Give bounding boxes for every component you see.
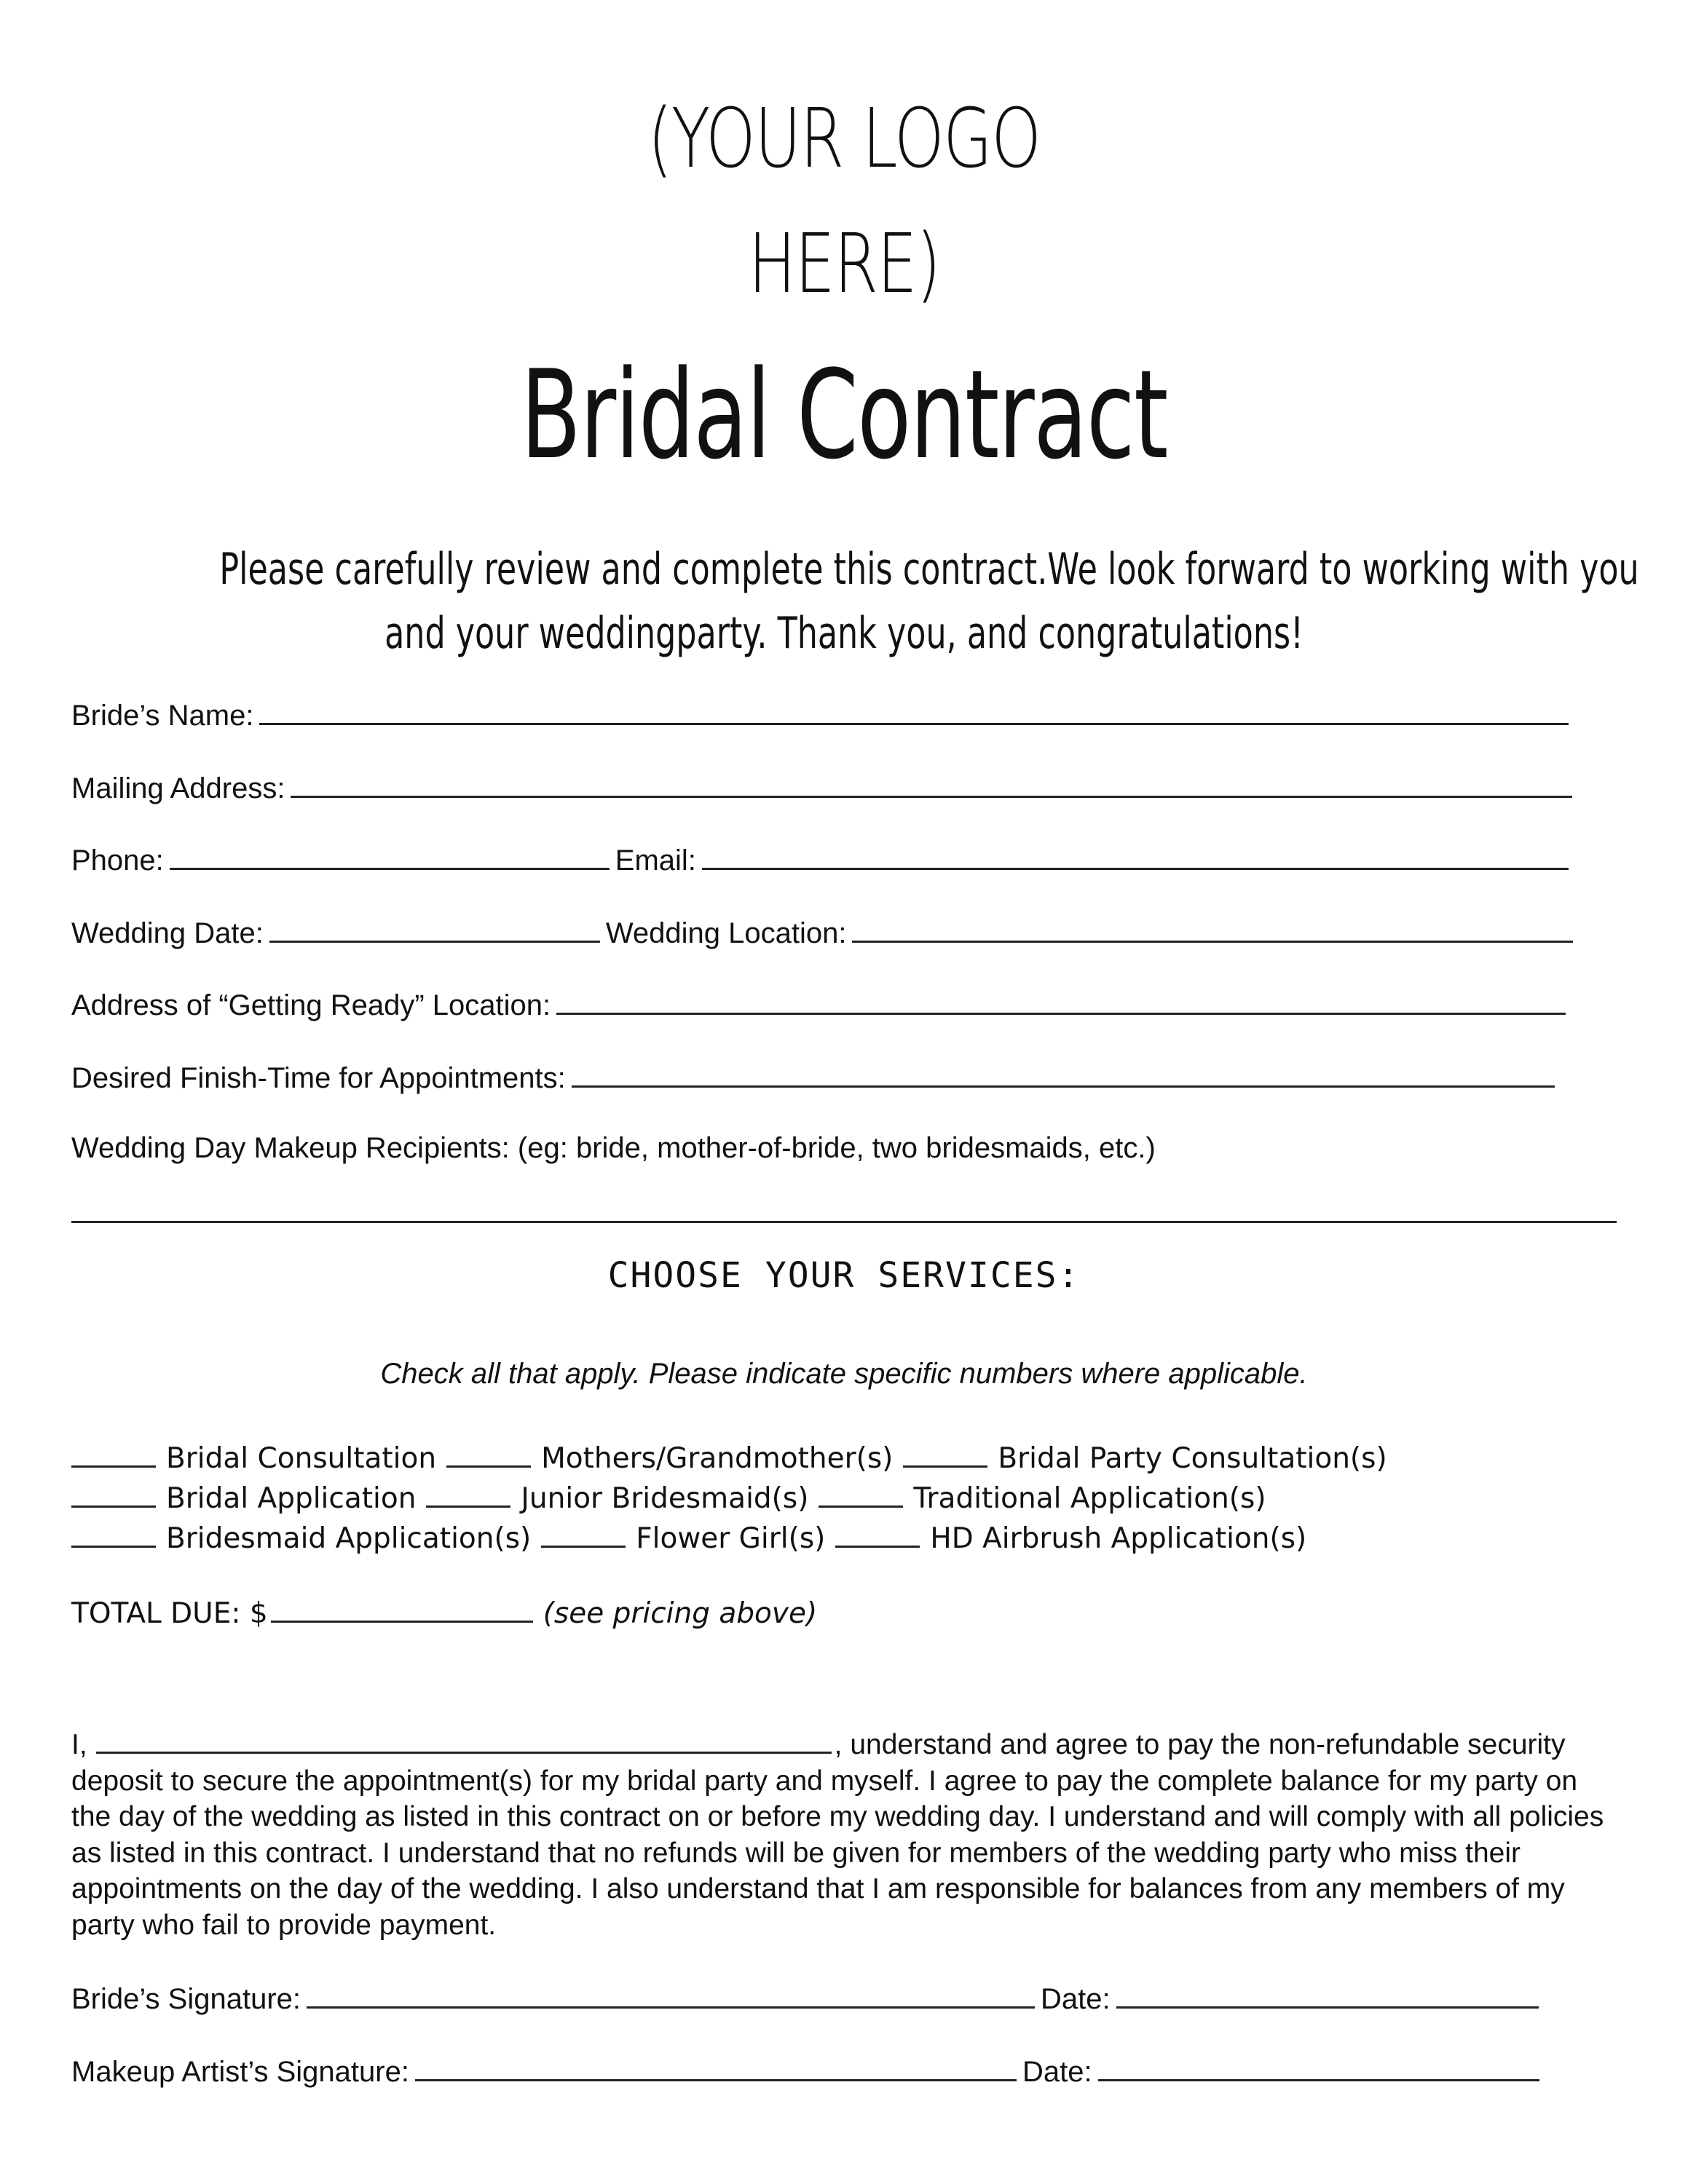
bridesmaid-application-label: Bridesmaid Application(s): [166, 1522, 532, 1555]
finish-time-row: [71, 1058, 1561, 1096]
getting-ready-label: Address of “Getting Ready” Location:: [71, 989, 551, 1021]
phone-field[interactable]: [170, 840, 610, 870]
junior-bridesmaid-checkbox[interactable]: [426, 1479, 510, 1508]
wedding-date-location-row: [71, 913, 1579, 951]
bridesmaid-application-checkbox[interactable]: [71, 1519, 156, 1548]
makeup-recipients-label: Wedding Day Makeup Recipients: (eg: bride, mother-of-bride, two bridesmaids, etc.): [71, 1132, 1156, 1164]
mothers-grandmothers-checkbox[interactable]: [446, 1439, 531, 1468]
services-row-3: [71, 1519, 1317, 1559]
logo-line-1: (YOUR LOGO: [647, 92, 1041, 186]
traditional-application-checkbox[interactable]: [819, 1479, 903, 1508]
bridal-party-consultation-checkbox[interactable]: [903, 1439, 987, 1468]
total-due-field[interactable]: [271, 1594, 533, 1623]
services-heading: CHOOSE YOUR SERVICES:: [607, 1255, 1081, 1296]
brides-name-label: Bride’s Name:: [71, 700, 254, 732]
total-due-label: TOTAL DUE: $: [71, 1597, 268, 1630]
services-note: Check all that apply. Please indicate specific numbers where applicable.: [380, 1358, 1308, 1390]
getting-ready-field[interactable]: [556, 985, 1566, 1015]
junior-bridesmaid-label: Junior Bridesmaid(s): [521, 1482, 809, 1515]
hd-airbrush-checkbox[interactable]: [835, 1519, 920, 1548]
agreement-paragraph: [71, 1727, 1622, 1943]
finish-time-label: Desired Finish-Time for Appointments:: [71, 1062, 566, 1094]
services-row-2: [71, 1479, 1277, 1519]
flower-girl-label: Flower Girl(s): [636, 1522, 826, 1555]
bridal-party-consultation-label: Bridal Party Consultation(s): [998, 1442, 1387, 1475]
logo-line-2: HERE): [748, 217, 940, 312]
phone-email-row: [71, 840, 1574, 879]
agreement-text: , understand and agree to pay the non-refundable security deposit to secure the appointment(s) for my bridal party and myself. I agree to pay the complete balance for my party on the day of the wedding as listed in this contract on or before my wedding day. I understand and will comply with all policies as listed in this contract. I understand that no refunds will be given for members of the wedding party who miss their appointments on the day of the wedding. I also understand that I am responsible for balances from any members of my party who fail to provide payment.: [71, 1729, 1604, 1941]
phone-label: Phone:: [71, 844, 164, 877]
wedding-date-label: Wedding Date:: [71, 917, 264, 949]
bride-date-label: Date:: [1041, 1983, 1111, 2015]
logo-placeholder: [186, 76, 1502, 327]
artist-signature-row: [71, 2052, 1545, 2090]
mothers-grandmothers-label: Mothers/Grandmother(s): [541, 1442, 894, 1475]
bridal-consultation-checkbox[interactable]: [71, 1439, 156, 1468]
wedding-location-field[interactable]: [852, 913, 1573, 943]
artist-date-field[interactable]: [1098, 2052, 1539, 2081]
makeup-recipients-row: [71, 1130, 1156, 1166]
agreement-prefix: I,: [71, 1729, 87, 1760]
bridal-application-label: Bridal Application: [166, 1482, 417, 1515]
email-label: Email:: [615, 844, 696, 877]
artist-signature-label: Makeup Artist’s Signature:: [71, 2056, 409, 2088]
brides-name-field[interactable]: [259, 695, 1569, 725]
hd-airbrush-label: HD Airbrush Application(s): [930, 1522, 1307, 1555]
mailing-address-field[interactable]: [291, 768, 1572, 798]
bride-signature-label: Bride’s Signature:: [71, 1983, 301, 2015]
agreement-name-field[interactable]: [96, 1727, 832, 1754]
makeup-recipients-field[interactable]: [71, 1221, 1617, 1223]
traditional-application-label: Traditional Application(s): [913, 1482, 1266, 1515]
wedding-date-field[interactable]: [269, 913, 600, 943]
email-field[interactable]: [702, 840, 1569, 870]
bridal-application-checkbox[interactable]: [71, 1479, 156, 1508]
mailing-address-row: [71, 768, 1578, 807]
bride-signature-row: [71, 1979, 1545, 2017]
artist-date-label: Date:: [1022, 2056, 1092, 2088]
wedding-location-label: Wedding Location:: [605, 917, 847, 949]
brides-name-row: [71, 695, 1574, 734]
services-row-1: [71, 1439, 1397, 1479]
total-due-note: (see pricing above): [543, 1597, 818, 1630]
bridal-consultation-label: Bridal Consultation: [166, 1442, 437, 1475]
page-title: Bridal Contract: [520, 344, 1168, 486]
getting-ready-row: [71, 985, 1571, 1024]
finish-time-field[interactable]: [572, 1058, 1555, 1088]
intro-text: [219, 537, 1639, 665]
mailing-address-label: Mailing Address:: [71, 772, 285, 804]
intro-line-2: and your weddingparty. Thank you, and congratulations!: [384, 608, 1304, 659]
bride-signature-field[interactable]: [307, 1979, 1035, 2009]
artist-signature-field[interactable]: [415, 2052, 1017, 2081]
total-due-row: [71, 1594, 817, 1634]
bride-date-field[interactable]: [1116, 1979, 1539, 2009]
flower-girl-checkbox[interactable]: [541, 1519, 626, 1548]
intro-line-1: Please carefully review and complete this contract.We look forward to working with you: [219, 544, 1639, 595]
